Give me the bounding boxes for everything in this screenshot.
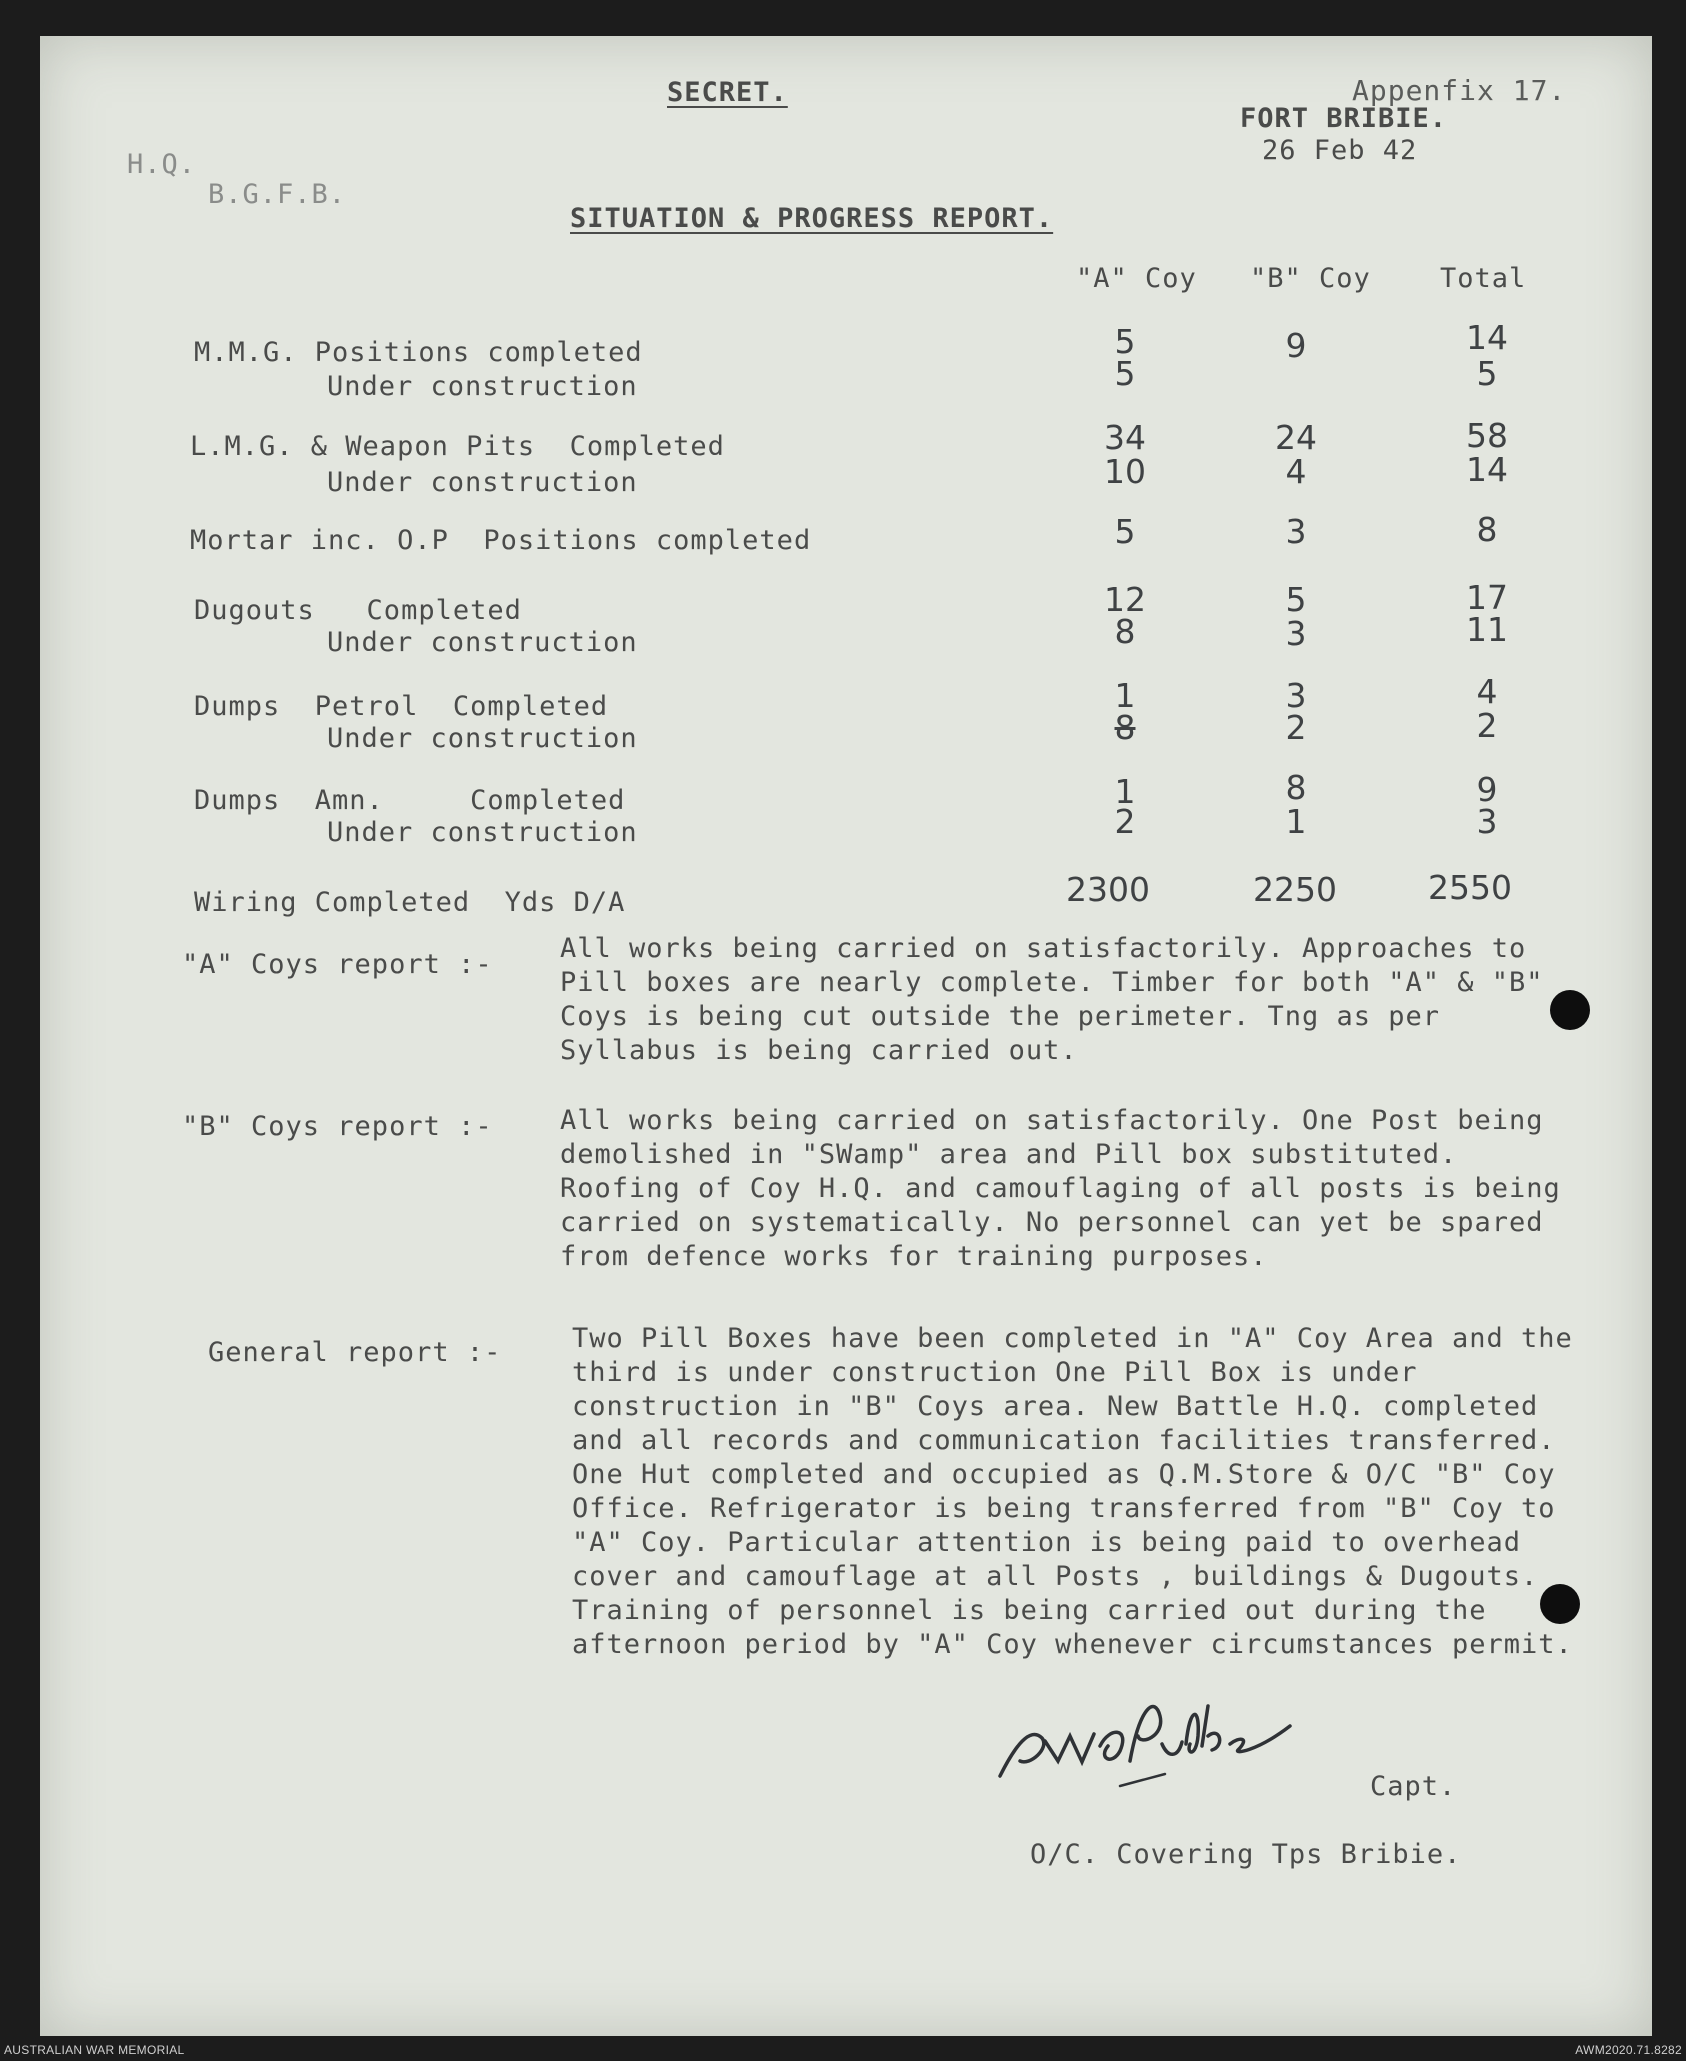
cell-b-coy: 1: [1285, 802, 1307, 841]
cell-a-coy-struck: 8: [1114, 708, 1136, 747]
cell-total: 2550: [1428, 868, 1512, 907]
cell-total: 11: [1466, 610, 1508, 649]
column-header-a-coy: "A" Coy: [1076, 263, 1197, 294]
cell-total: 17: [1466, 578, 1508, 617]
row-label: M.M.G. Positions completed: [194, 337, 643, 368]
report-label: General report :-: [208, 1337, 502, 1368]
row-label: Wiring Completed Yds D/A: [194, 887, 626, 918]
cell-a-coy: 5: [1114, 512, 1136, 551]
punch-hole-lower: [1540, 1584, 1580, 1624]
cell-total: 4: [1476, 672, 1498, 711]
cell-total: 8: [1476, 510, 1498, 549]
archive-reference: AWM2020.71.8282: [1575, 2043, 1682, 2057]
row-label: L.M.G. & Weapon Pits Completed: [190, 431, 725, 462]
column-header-b-coy: "B" Coy: [1250, 263, 1371, 294]
cell-a-coy: 12: [1104, 580, 1146, 619]
report-text: Two Pill Boxes have been completed in "A" Coy Area and the third is under construction One Pill Box is under construction in "B" Coys area. New Battle H.Q. completed and all records and communication facilities transferred. One Hut completed and occupied as Q.M.Store & O/C "B" Coy Office. Refrigerator is being transferred from "B" Coy to "A" Coy. Particular attention is being paid to overhead cover and camouflage at all Posts , buildings & Dugouts. Training of personnel is being carried out during the afternoon period by "A" Coy whenever circumstances permit.: [572, 1323, 1573, 1660]
cell-b-coy: 2: [1285, 708, 1307, 747]
cell-b-coy: 3: [1285, 512, 1307, 551]
addressee-line-2: B.G.F.B.: [208, 179, 347, 210]
cell-a-coy: 1: [1114, 676, 1136, 715]
column-header-total: Total: [1440, 263, 1527, 294]
cell-b-coy: 2250: [1253, 870, 1337, 909]
row-label: Dumps Amn. Completed: [194, 785, 626, 816]
handwritten-signature: [990, 1666, 1320, 1796]
appendix-number: Appenfix 17.: [1352, 74, 1567, 107]
cell-b-coy: 24: [1275, 418, 1317, 457]
location: FORT BRIBIE.: [1240, 103, 1448, 134]
report-date: 26 Feb 42: [1262, 135, 1418, 166]
signatory-appointment: O/C. Covering Tps Bribie.: [1030, 1839, 1462, 1870]
cell-total: 58: [1466, 416, 1508, 455]
report-text: All works being carried on satisfactorily. One Post being demolished in "SWamp" area and Pill box substituted. Roofing of Coy H.Q. and camouflaging of all posts is being carried on systematically. No personnel can yet be spared from defence works for training purposes.: [560, 1105, 1561, 1272]
report-label: "B" Coys report :-: [182, 1111, 493, 1142]
archive-credit: AUSTRALIAN WAR MEMORIAL: [4, 2043, 185, 2057]
cell-b-coy: 4: [1285, 452, 1307, 491]
row-label: Dugouts Completed: [194, 595, 522, 626]
cell-a-coy: 8: [1114, 612, 1136, 651]
row-label: Mortar inc. O.P Positions completed: [190, 525, 812, 556]
cell-total: 2: [1476, 706, 1498, 745]
row-label: Under construction: [327, 371, 638, 402]
cell-a-coy: 5: [1114, 354, 1136, 393]
cell-b-coy: 5: [1285, 580, 1307, 619]
cell-a-coy: 2: [1114, 802, 1136, 841]
report-text: All works being carried on satisfactorily. Approaches to Pill boxes are nearly complete. Timber for both "A" & "B" Coys is being cut outside the perimeter. Tng as per Syllabus is being carried out.: [560, 933, 1544, 1066]
row-label: Dumps Petrol Completed: [194, 691, 609, 722]
cell-b-coy: 3: [1285, 614, 1307, 653]
punch-hole-upper: [1550, 990, 1590, 1030]
row-label: Under construction: [327, 627, 638, 658]
cell-a-coy: 10: [1104, 452, 1146, 491]
cell-total: 9: [1476, 770, 1498, 809]
cell-total: 5: [1476, 354, 1498, 393]
row-label: Under construction: [327, 817, 638, 848]
cell-b-coy: 3: [1285, 676, 1307, 715]
cell-total: 3: [1476, 802, 1498, 841]
report-label: "A" Coys report :-: [182, 949, 493, 980]
cell-total: 14: [1466, 318, 1508, 357]
cell-a-coy: 34: [1104, 418, 1146, 457]
cell-b-coy: 9: [1285, 326, 1307, 365]
cell-a-coy: 2300: [1066, 870, 1150, 909]
addressee-line-1: H.Q.: [127, 149, 197, 180]
row-label: Under construction: [327, 467, 638, 498]
cell-a-coy: 1: [1114, 772, 1136, 811]
cell-b-coy: 8: [1285, 768, 1307, 807]
cell-total: 14: [1466, 450, 1508, 489]
signatory-rank: Capt.: [1370, 1771, 1457, 1802]
classification-marking: SECRET.: [667, 77, 788, 108]
cell-a-coy: 5: [1114, 322, 1136, 361]
report-title: SITUATION & PROGRESS REPORT.: [570, 203, 1054, 234]
row-label: Under construction: [327, 723, 638, 754]
